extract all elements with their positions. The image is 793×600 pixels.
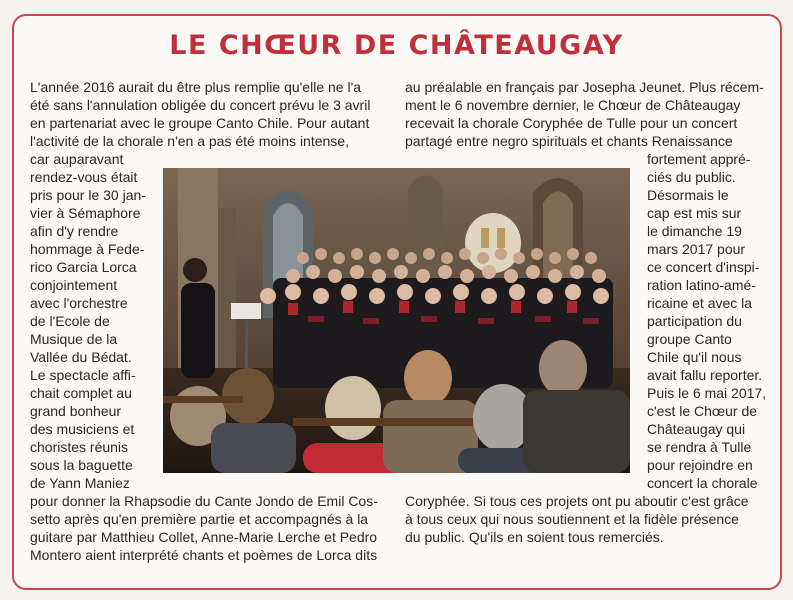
text-line: participation du	[647, 313, 742, 329]
text-line: ration latino-amé-	[647, 277, 756, 293]
text-line: Coryphée. Si tous ces projets ont pu aboutir c'est grâce	[405, 493, 749, 509]
text-line: de Yann Maniez	[30, 475, 130, 491]
text-line: conjointement	[30, 277, 118, 293]
text-line: car auparavant	[30, 151, 124, 167]
text-line: Puis le 6 mai 2017,	[647, 385, 767, 401]
text-line: pris pour le 30 jan-	[30, 187, 146, 203]
text-line: guitare par Matthieu Collet, Anne-Marie Lerche et Pedro	[30, 529, 378, 545]
text-line: du public. Qu'ils en soient tous remerciés.	[405, 529, 664, 545]
text-line: de l'Ecole de	[30, 313, 110, 329]
text-line: l'activité de la chorale n'en a pas été moins intense,	[30, 133, 349, 149]
text-line: Le spectacle affi-	[30, 367, 136, 383]
text-line: Musique de la	[30, 331, 118, 347]
article-title: LE CHŒUR DE CHÂTEAUGAY	[169, 30, 624, 61]
text-line: L'année 2016 aurait du être plus remplie qu'elle ne l'a	[30, 79, 362, 95]
text-line: à tous ceux qui nous soutiennent et la fidèle présence	[405, 511, 739, 527]
text-line: recevait la chorale Coryphée de Tulle pour un concert	[405, 115, 738, 131]
choir-photo	[163, 168, 630, 473]
text-line: en partenariat avec le groupe Canto Chile. Pour autant	[30, 115, 370, 131]
text-line: sous la baguette	[30, 457, 133, 473]
text-line: ment le 6 novembre dernier, le Chœur de Châteaugay	[405, 97, 741, 113]
text-line: Vallée du Bédat.	[30, 349, 132, 365]
text-line: Chile qu'il nous	[647, 349, 742, 365]
text-line: rico Garcia Lorca	[30, 259, 137, 275]
text-line: avait fallu reporter.	[647, 367, 763, 383]
text-line: c'est le Chœur de	[647, 403, 758, 419]
text-line: Montero aient interprété chants et poèmes de Lorca dits	[30, 547, 378, 563]
text-line: des musiciens et	[30, 421, 135, 437]
text-line: le dimanche 19	[647, 223, 742, 239]
text-line: été sans l'annulation obligée du concert prévu le 3 avril	[30, 97, 371, 113]
text-line: Châteaugay qui	[647, 421, 746, 437]
text-line: fortement appré-	[647, 151, 751, 167]
text-line: hommage à Fede-	[30, 241, 145, 257]
text-line: grand bonheur	[30, 403, 122, 419]
text-line: au préalable en français par Josepha Jeunet. Plus récem-	[405, 79, 764, 95]
text-line: Désormais le	[647, 187, 729, 203]
text-line: chait complet au	[30, 385, 132, 401]
text-line: mars 2017 pour	[647, 241, 746, 257]
text-line: vier à Sémaphore	[30, 205, 141, 221]
text-line: ciés du public.	[647, 169, 736, 185]
text-line: cap est mis sur	[647, 205, 742, 221]
text-line: avec l'orchestre	[30, 295, 128, 311]
text-line: partagé entre negro spirituals et chants Renaissance	[405, 133, 733, 149]
text-line: groupe Canto	[647, 331, 732, 347]
text-line: ce concert d'inspi-	[647, 259, 760, 275]
text-line: rendez-vous était	[30, 169, 138, 185]
text-line: concert la chorale	[647, 475, 758, 491]
text-line: pour rejoindre en	[647, 457, 753, 473]
text-line: afin d'y rendre	[30, 223, 119, 239]
text-line: ricaine et avec la	[647, 295, 753, 311]
text-line: choristes réunis	[30, 439, 129, 455]
text-line: se rendra à Tulle	[647, 439, 752, 455]
text-line: setto après qu'en première partie et accompagnés à la	[30, 511, 369, 527]
text-line: pour donner la Rhapsodie du Cante Jondo de Emil Cos-	[30, 493, 378, 509]
